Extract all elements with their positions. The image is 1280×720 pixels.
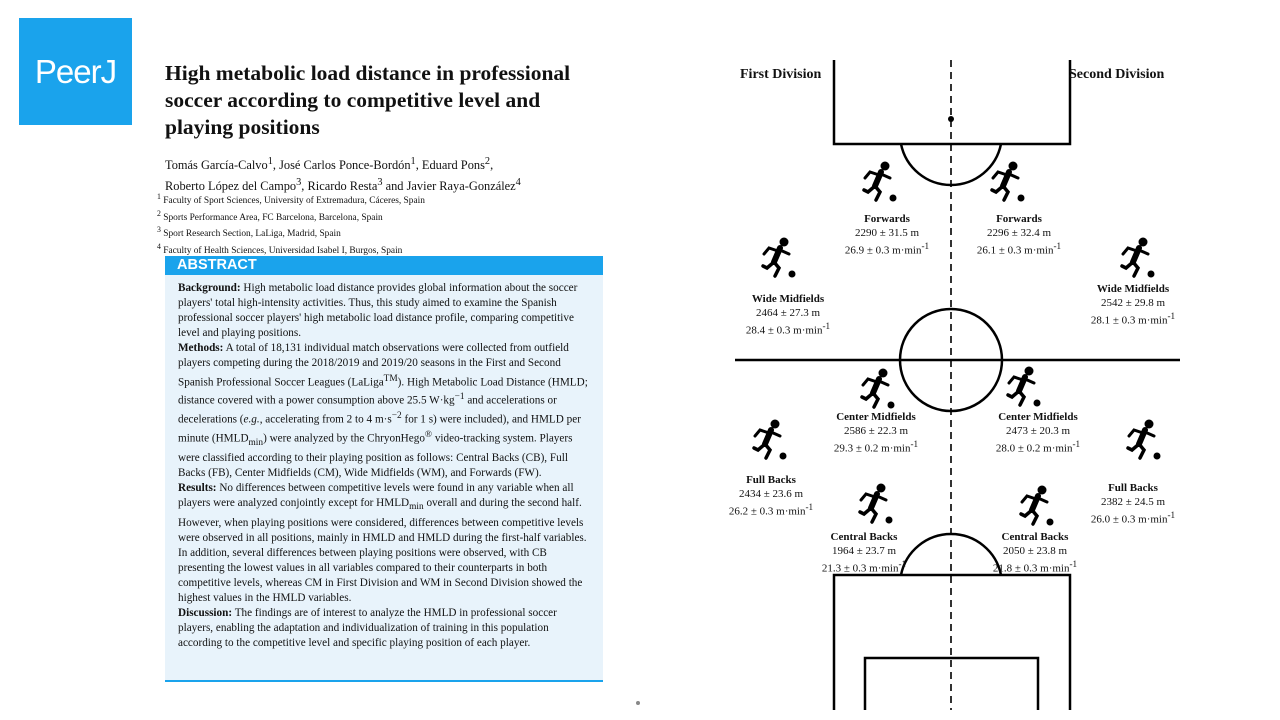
soccer-player-icon [1124, 418, 1164, 460]
abstract-body [165, 275, 603, 682]
abstract-discussion: Discussion: The findings are of interest to analyze the HMLD in professional soccer players, enabling the adaptation and individualization of training in this population according to the competitive level and specific playing position of each player. [178, 607, 557, 650]
soccer-player-icon [750, 418, 790, 460]
second-full-backs-label: Full Backs 2382 ± 24.5 m 26.0 ± 0.3 $m\cdot\min^{-1}$ [1090, 482, 1176, 526]
first-division-label: First Division [740, 67, 822, 82]
soccer-player-icon [988, 160, 1028, 202]
soccer-player-icon [860, 160, 900, 202]
affiliation: $^3$ Sport Research Section, LaLiga, Madrid, Spain [157, 225, 341, 240]
second-central-backs-label: Central Backs 2050 ± 23.8 m 21.8 ± 0.3 $m\cdot\min^{-1}$ [992, 531, 1078, 575]
author-sup: 1 [410, 156, 416, 167]
second-forwards-label: Forwards 2296 ± 32.4 m 26.1 ± 0.3 $m\cdot\min^{-1}$ [976, 213, 1062, 257]
second-wide-midfields-label: Wide Midfields 2542 ± 29.8 m 28.1 ± 0.3 $m\cdot\min^{-1}$ [1090, 283, 1176, 327]
author-list: Tomás García-Calvo$^1$, José Carlos Ponce-Bordón$^1$, Eduard Pons$^2$, Roberto López del Campo$^3$, Ricardo Resta$^3$ and Javier Raya-González$^4$ [165, 156, 521, 194]
author-sup: 3 [296, 177, 302, 189]
soccer-player-icon [858, 367, 898, 409]
author: Javier Raya-González [406, 179, 516, 194]
author: José Carlos Ponce-Bordón [279, 158, 411, 173]
affiliation: $^2$ Sports Performance Area, FC Barcelona, Barcelona, Spain [157, 208, 383, 223]
abstract-heading: ABSTRACT [165, 256, 603, 275]
second-center-midfields-label: Center Midfields 2473 ± 20.3 m 28.0 ± 0.2 $m\cdot\min^{-1}$ [995, 411, 1081, 455]
author-sup: 2 [484, 156, 491, 167]
second-division-label: Second Division [1069, 67, 1165, 82]
soccer-player-icon [856, 482, 896, 524]
author: Ricardo Resta [307, 179, 378, 194]
first-forwards-label: Forwards 2290 ± 31.5 m 26.9 ± 0.3 $m\cdot\min^{-1}$ [844, 213, 930, 257]
author: Tomás García-Calvo [165, 158, 268, 173]
first-center-midfields-label: Center Midfields 2586 ± 22.3 m 29.3 ± 0.2 $m\cdot\min^{-1}$ [833, 411, 919, 455]
soccer-player-icon [1118, 236, 1158, 278]
page-indicator-dot[interactable] [636, 701, 640, 705]
first-full-backs-label: Full Backs 2434 ± 23.6 m 26.2 ± 0.3 $m\cdot\min^{-1}$ [728, 474, 814, 518]
affiliation: $^4$ Faculty of Health Sciences, Universidad Isabel I, Burgos, Spain [157, 241, 403, 256]
soccer-player-icon [1017, 484, 1057, 526]
soccer-player-icon [1004, 365, 1044, 407]
first-wide-midfields-label: Wide Midfields 2464 ± 27.3 m 28.4 ± 0.3 $m\cdot\min^{-1}$ [745, 293, 831, 337]
field-lines [730, 60, 1185, 710]
author: Eduard Pons [421, 158, 485, 173]
abstract-methods: Methods: A total of 18,131 individual match observations were collected from outfield players competing during the 2018/2019 and 2019/20 seasons in the First and Second Spanish Professional Soccer Leagues (LaLiga™). High Metabolic Load Distance (HMLD; distance covered with a power consumption above 25.5 $W\cdot kg^{-1}$ and accelerations or decelerations (e.g., accelerating from 2 to 4 $m\cdot s^{-2}$ for 1 s) were included), and HMLD per minute $(HMLD_{min})$ were analyzed by the ChryonHego® video-tracking system. Players were classified according to their playing position as follows: Central Backs (CB), Full Backs (FB), Center Midfields (CM), Wide Midfields (WM), and Forwards (FW). [178, 342, 588, 480]
peerj-logo: PeerJ [19, 18, 132, 125]
affiliation: $^1$ Faculty of Sport Sciences, University of Extremadura, Cáceres, Spain [157, 192, 425, 207]
author-sup: 4 [515, 177, 521, 189]
soccer-field-figure [730, 60, 1185, 710]
soccer-player-icon [759, 236, 799, 278]
author: Roberto López del Campo [165, 179, 297, 194]
abstract-results: Results: No differences between competitive levels were found in any variable when all players were analyzed conjointly except for $HMLD_{min}$ overall and during the second half. However, when playing positions were considered, differences between competitive levels were observed in all positions, mainly in HMLD and HMLD during the first-half variables. In addition, several differences between playing positions were observed, with CB presenting the lowest values in all variables compared to their counterparts in both competitive levels, whereas CM in First Division and WM in Second Division showed the highest values in the HMLD variables. [178, 482, 587, 605]
first-central-backs-label: Central Backs 1964 ± 23.7 m 21.3 ± 0.3 $m\cdot\min^{-1}$ [821, 531, 907, 575]
affiliation-list [157, 191, 597, 258]
author-sup: 1 [267, 156, 273, 167]
paper-title: High metabolic load distance in professional soccer according to competitive level and playing positions [165, 61, 571, 139]
abstract-background: Background: High metabolic load distance provides global information about the soccer players' total high-intensity activities. Thus, this study aimed to examine the Spanish professional soccer players' high metabolic load distance profile, comparing competitive level and playing positions. [178, 282, 578, 340]
author-sup: 3 [377, 177, 383, 189]
